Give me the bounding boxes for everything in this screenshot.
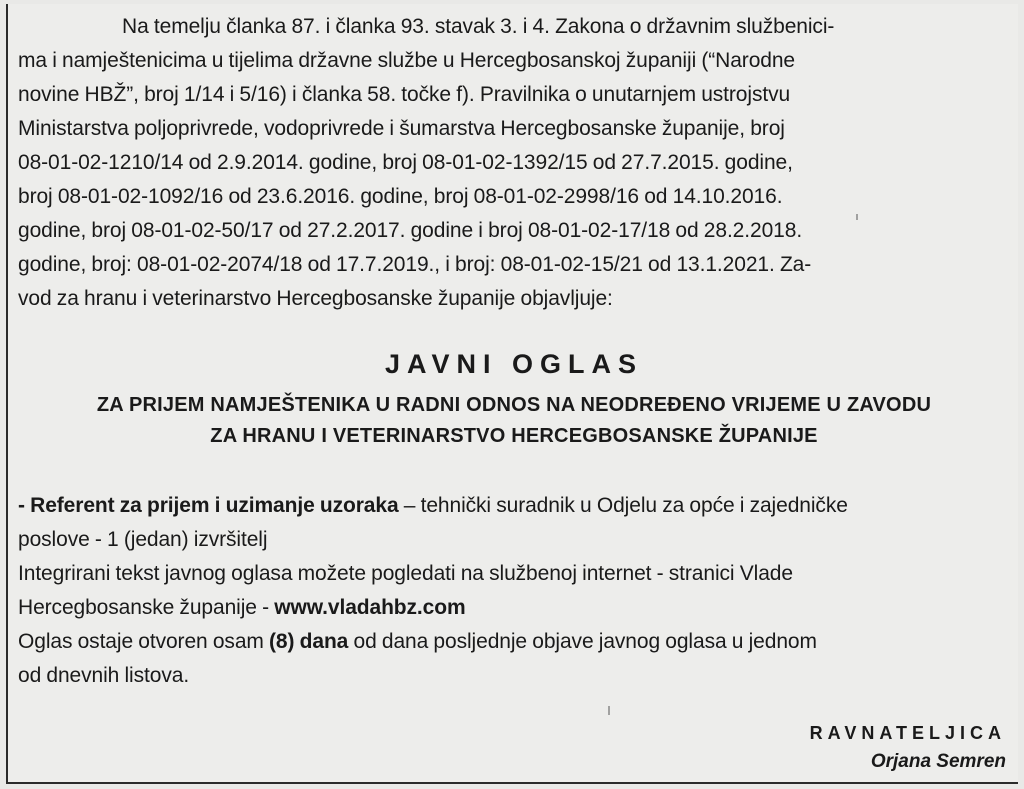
deadline-prefix: Oglas ostaje otvoren osam — [18, 630, 270, 653]
newspaper-clipping — [6, 4, 1018, 784]
signature-block — [810, 719, 1006, 777]
deadline-suffix: od dana posljednje objave javnog oglasa u jednom — [348, 630, 817, 653]
signatory-name: Orjana Semren — [870, 751, 1006, 772]
intro-line: godine, broj: 08-01-02-2074/18 od 17.7.2019., i broj: 08-01-02-15/21 od 13.1.2021. Za- — [18, 253, 812, 276]
website-link: www.vladahbz.com — [274, 596, 466, 619]
position-title: - Referent za prijem i uzimanje uzoraka — [18, 494, 399, 517]
subtitle-line: ZA PRIJEM NAMJEŠTENIKA U RADNI ODNOS NA NEODREĐENO VRIJEME U ZAVODU — [96, 394, 932, 416]
subtitle-line: ZA HRANU I VETERINARSTVO HERCEGBOSANSKE ŽUPANIJE — [210, 425, 818, 447]
position-line — [18, 489, 1014, 523]
intro-paragraph — [18, 10, 1010, 316]
deadline-days: (8) dana — [269, 630, 349, 653]
position-line: poslove - 1 (jedan) izvršitelj — [18, 528, 268, 551]
announcement-subtitle — [8, 390, 1020, 452]
info-line: Integrirani tekst javnog oglasa možete pogledati na službenoj internet - stranici Vlade — [18, 562, 793, 585]
position-description: – tehnički suradnik u Odjelu za opće i zajedničke — [398, 494, 848, 517]
intro-line: Na temelju članka 87. i članka 93. stavak 3. i 4. Zakona o državnim službenici- — [122, 15, 835, 38]
intro-line: 08-01-02-1210/14 od 2.9.2014. godine, broj 08-01-02-1392/15 od 27.7.2015. godine, — [18, 151, 793, 174]
intro-line: novine HBŽ”, broj 1/14 i 5/16) i članka 58. točke f). Pravilnika o unutarnjem ustrojstvu — [18, 83, 791, 106]
intro-line: godine, broj 08-01-02-50/17 od 27.2.2017. godine i broj 08-01-02-17/18 od 28.2.2018. — [18, 219, 803, 242]
print-speck — [608, 706, 610, 715]
intro-line: Ministarstva poljoprivrede, vodoprivrede i šumarstva Hercegbosanske županije, broj — [18, 117, 785, 140]
intro-line: broj 08-01-02-1092/16 od 23.6.2016. godine, broj 08-01-02-2998/16 od 14.10.2016. — [18, 185, 783, 208]
print-speck — [856, 214, 858, 220]
intro-line: vod za hranu i veterinarstvo Hercegbosanske županije objavljuje: — [18, 287, 613, 310]
announcement-body — [18, 489, 1014, 693]
intro-line: ma i namještenicima u tijelima državne službe u Hercegbosanskoj županiji (“Narodne — [18, 49, 796, 72]
deadline-line: od dnevnih listova. — [18, 664, 190, 687]
announcement-title: JAVNI OGLAS — [384, 349, 644, 379]
info-line — [18, 591, 1014, 625]
signatory-title: RAVNATELJICA — [809, 723, 1006, 743]
deadline-line — [18, 625, 1014, 659]
info-prefix: Hercegbosanske županije - — [18, 596, 275, 619]
